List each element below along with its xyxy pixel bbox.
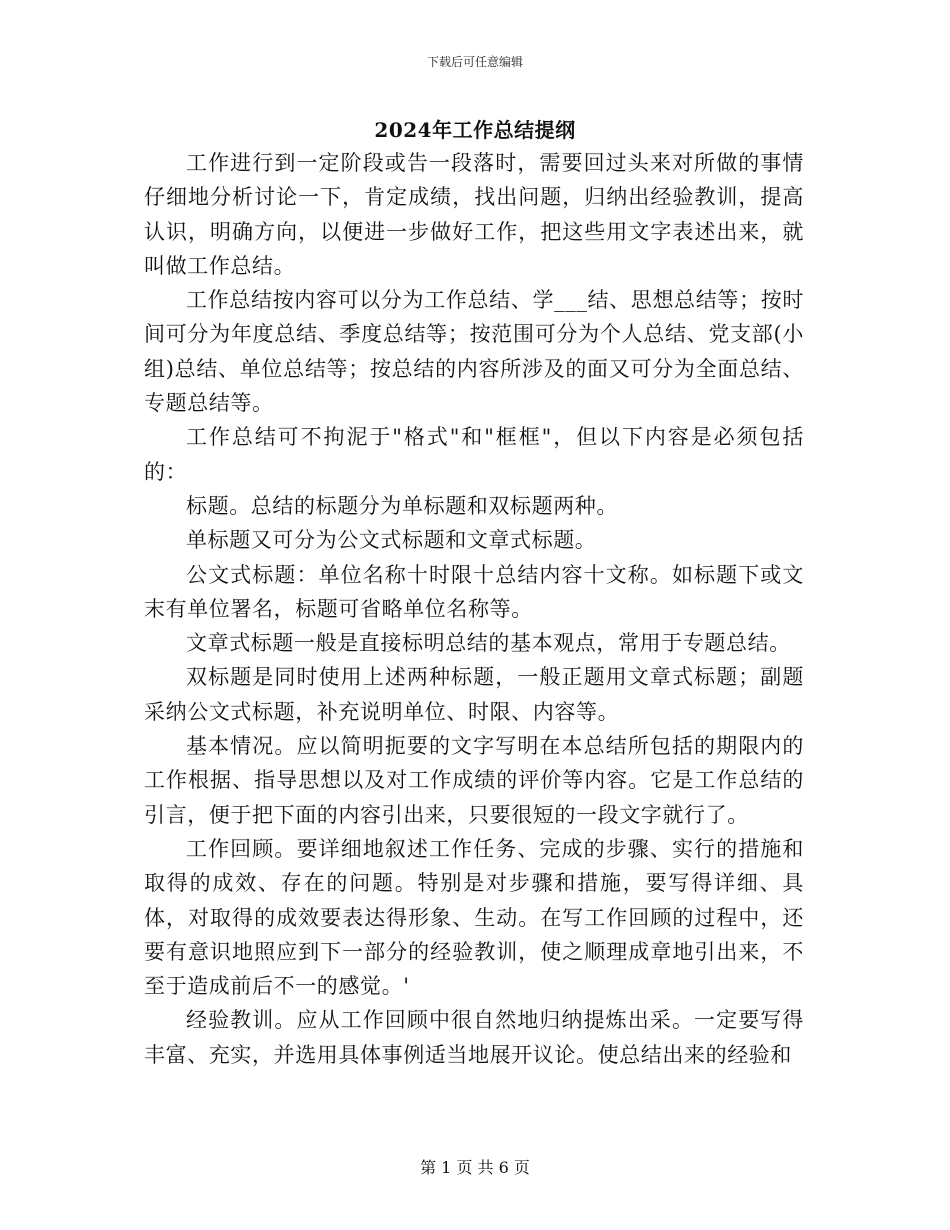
paragraph-official-title: 公文式标题：单位名称十时限十总结内容十文称。如标题下或文末有单位署名，标题可省略单位名称等。 [144,562,804,621]
document-body [144,146,804,1072]
paragraph-work-review: 工作回顾。要详细地叙述工作任务、完成的步骤、实行的措施和取得的成效、存在的问题。特别是对步骤和措施，要写得详细、具体，对取得的成效要表达得形象、生动。在写工作回顾的过程中，还要有意识地照应到下一部分的经验教训，使之顺理成章地引出来，不至于造成前后不一的感觉。' [144,836,804,999]
paragraph-single-title: 单标题又可分为公文式标题和文章式标题。 [186,528,597,553]
paragraph-title-types: 标题。总结的标题分为单标题和双标题两种。 [186,493,618,518]
paragraph-intro: 工作进行到一定阶段或告一段落时，需要回过头来对所做的事情仔细地分析讨论一下，肯定成绩，找出问题，归纳出经验教训，提高认识，明确方向，以便进一步做好工作，把这些用文字表述出来，就叫做工作总结。 [144,151,804,278]
header-note: 下载后可任意编辑 [426,55,523,69]
paragraph-article-title: 文章式标题一般是直接标明总结的基本观点，常用于专题总结。 [186,631,791,656]
paragraph-lessons: 经验教训。应从工作回顾中很自然地归纳提炼出采。一定要写得丰富、充实，并选用具体事例适当地展开议论。使总结出来的经验和 [144,1008,804,1067]
paragraph-basic-situation: 基本情况。应以简明扼要的文字写明在本总结所包括的期限内的工作根据、指导思想以及对工作成绩的评价等内容。它是工作总结的引言，便于把下面的内容引出来，只要很短的一段文字就行了。 [144,734,804,827]
paragraph-double-title: 双标题是同时使用上述两种标题，一般正题用文章式标题；副题采纳公文式标题，补充说明单位、时限、内容等。 [144,665,804,724]
page-indicator: 第 1 页 共 6 页 [420,1158,530,1177]
paragraph-classification: 工作总结按内容可以分为工作总结、学___结、思想总结等；按时间可分为年度总结、季度总结等；按范围可分为个人总结、党支部(小组)总结、单位总结等；按总结的内容所涉及的面又可分为全面总结、专题总结等。 [144,288,804,416]
paragraph-required-content: 工作总结可不拘泥于"格式"和"框框"，但以下内容是必须包括的： [144,425,804,484]
document-title: 2024年工作总结提纲 [374,118,576,142]
